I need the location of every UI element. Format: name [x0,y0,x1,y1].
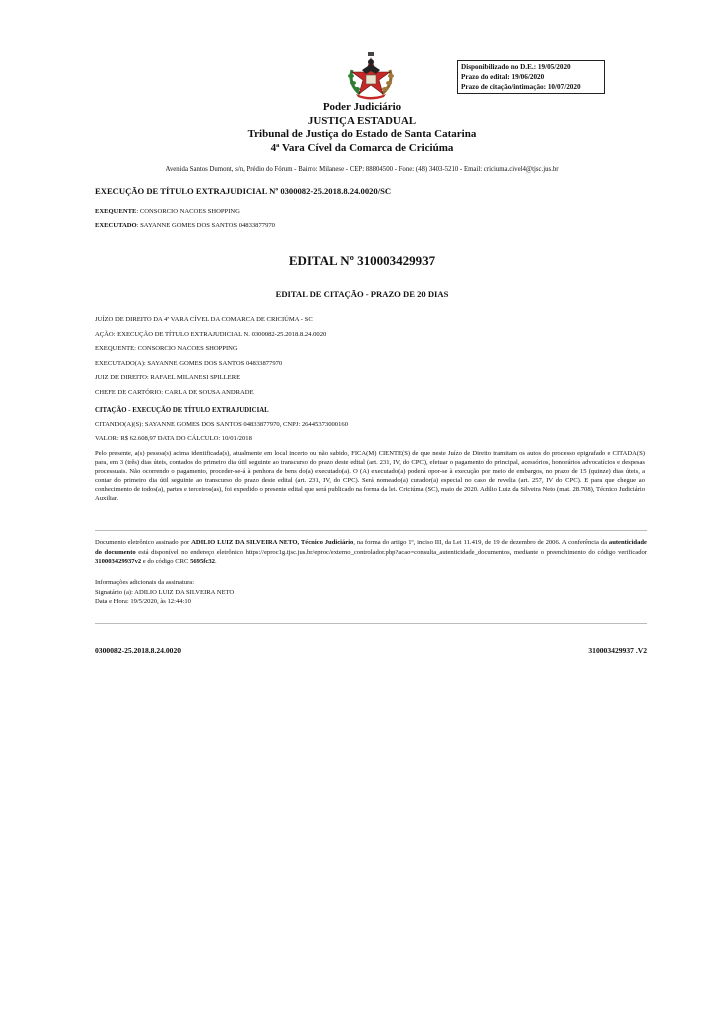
footer-process-number: 0300082-25.2018.8.24.0020 [95,646,182,655]
info-lines [95,313,326,401]
court-header [0,101,724,155]
signature-text: Documento eletrônico assinado por [95,539,192,546]
edital-subtitle: EDITAL DE CITAÇÃO - PRAZO DE 20 DIAS [275,289,449,299]
divider-bottom [95,623,647,624]
justica-estadual-heading: JUSTIÇA ESTADUAL [307,114,417,127]
executado-value: : SAYANNE GOMES DOS SANTOS 04833877970 [136,222,275,229]
divider-top [95,530,647,531]
info-line: EXECUTADO(A): SAYANNE GOMES DOS SANTOS 04833877970 [95,359,283,367]
court-address: Avenida Santos Dumont, s/n, Prédio do Fórum - Bairro: Milanese - CEP: 88804500 - Fone: (48) 3403-5210 - Email: criciuma.civel4@tjsc.jus.br [165,166,559,173]
santa-catarina-coat-of-arms-icon [344,50,398,100]
prazo-citacao-date: Prazo de citação/intimação: 10/07/2020 [461,83,581,91]
exequente-label: EXEQUENTE [95,208,137,215]
info-line: JUÍZO DE DIREITO DA 4ª VARA CÍVEL DA COMARCA DE CRICIÚMA - SC [95,316,313,323]
prazo-edital-date: Prazo do edital: 19/06/2020 [461,73,545,81]
signature-text: está disponível no endereço eletrônico https://eproc1g.tjsc.jus.br/eproc/externo_controlador.php?acao=consulta_autenticidade_documentos, mediante o preenchimento do código verificador [135,548,647,556]
disponibilizado-date: Disponibilizado no D.E.: 19/05/2020 [461,63,571,71]
citacao-body: Pelo presente, a(s) pessoa(s) acima identificada(s), atualmente em local incerto ou não sabido, FICA(M) CIENTE(S) de que neste Juízo de Direito tramitam os autos do processo epigrafado e CITADA(S) para, em 3 (três) dias úteis, contados do primeiro dia útil seguinte ao transcurso do prazo deste edital (art. 231, IV, do CPC), efetuar o pagamento do principal, acessórios, honorários advocatícios e despesas processuais. Não ocorrendo o pagamento, proceder-se-á à penhora de bens do(a) executado(a). O (A) executado(a) poderá opor-se à execução por meio de embargos, no prazo de 15 (quinze) dias úteis, a contar do primeiro dia útil seguinte ao transcurso do prazo deste edital (art. 231, IV, do CPC). Será nomeado(a) curador(a) especial no caso de revelia (art. 257, IV do CPC). E para que chegue ao conhecimento de todos(a), partes e terceiros(as), foi expedido o presente edital que será publicado na forma da lei. Criciúma (SC), maio de 2020. Adilio Luiz da Silveira Neto (mat. 28.708), Técnico Judiciário Auxiliar. [95,450,645,502]
info-line: CHEFE DE CARTÓRIO: CARLA DE SOUSA ANDRADE [95,388,254,396]
executado-label: EXECUTADO [95,222,137,229]
info-line: AÇÃO: EXECUÇÃO DE TÍTULO EXTRAJUDICIAL N. 0300082-25.2018.8.24.0020 [95,330,327,338]
signatory-line: Signatário (a): ADILIO LUIZ DA SILVEIRA NETO [95,588,235,596]
extra-info-heading: Informações adicionais da assinatura: [95,579,195,586]
tribunal-heading: Tribunal de Justiça do Estado de Santa Catarina [247,128,477,140]
edital-title: EDITAL Nº 310003429937 [288,253,436,268]
signature-paragraph [95,538,647,567]
signature-text: . [214,558,217,566]
citacao-title: CITAÇÃO - EXECUÇÃO DE TÍTULO EXTRAJUDICIAL [95,407,269,414]
publication-dates-box [457,60,605,94]
vara-heading: 4ª Vara Cível da Comarca de Criciúma [270,141,454,154]
citando-line: CITANDO(A)(S): SAYANNE GOMES DOS SANTOS 04833877970, CNPJ: 26445373000160 [95,421,348,428]
exequente-value: : CONSORCIO NACOES SHOPPING [136,208,240,215]
info-line: JUIZ DE DIREITO: RAFAEL MILANESI SPILLERE [95,374,241,382]
signature-text: , na forma do artigo 1º, inciso III, da Lei 11.419, de 19 de dezembro de 2006. A conferência da [353,539,609,546]
crc-code: 5695fc32 [190,558,215,566]
executado-line [95,222,275,229]
process-title: EXECUÇÃO DE TÍTULO EXTRAJUDICIAL Nº 0300082-25.2018.8.24.0020/SC [95,186,392,196]
info-line: EXEQUENTE: CONSORCIO NACOES SHOPPING [95,345,238,353]
datetime-line: Data e Hora: 19/5/2020, às 12:44:10 [95,598,191,605]
exequente-line [95,208,240,215]
footer-document-code: 310003429937 .V2 [588,646,647,655]
poder-judiciario-heading: Poder Judiciário [322,101,402,113]
signature-extra-info [95,578,234,607]
authenticity-label: autenticidade do documento [95,539,647,556]
signature-text: e do código CRC [141,558,191,566]
signer-name: ADILIO LUIZ DA SILVEIRA NETO, Técnico Judiciário [191,539,354,546]
valor-line: VALOR: R$ 62.608,97 DATA DO CÁLCULO: 10/01/2018 [95,435,252,442]
verifier-code: 310003429937v2 [95,558,142,566]
